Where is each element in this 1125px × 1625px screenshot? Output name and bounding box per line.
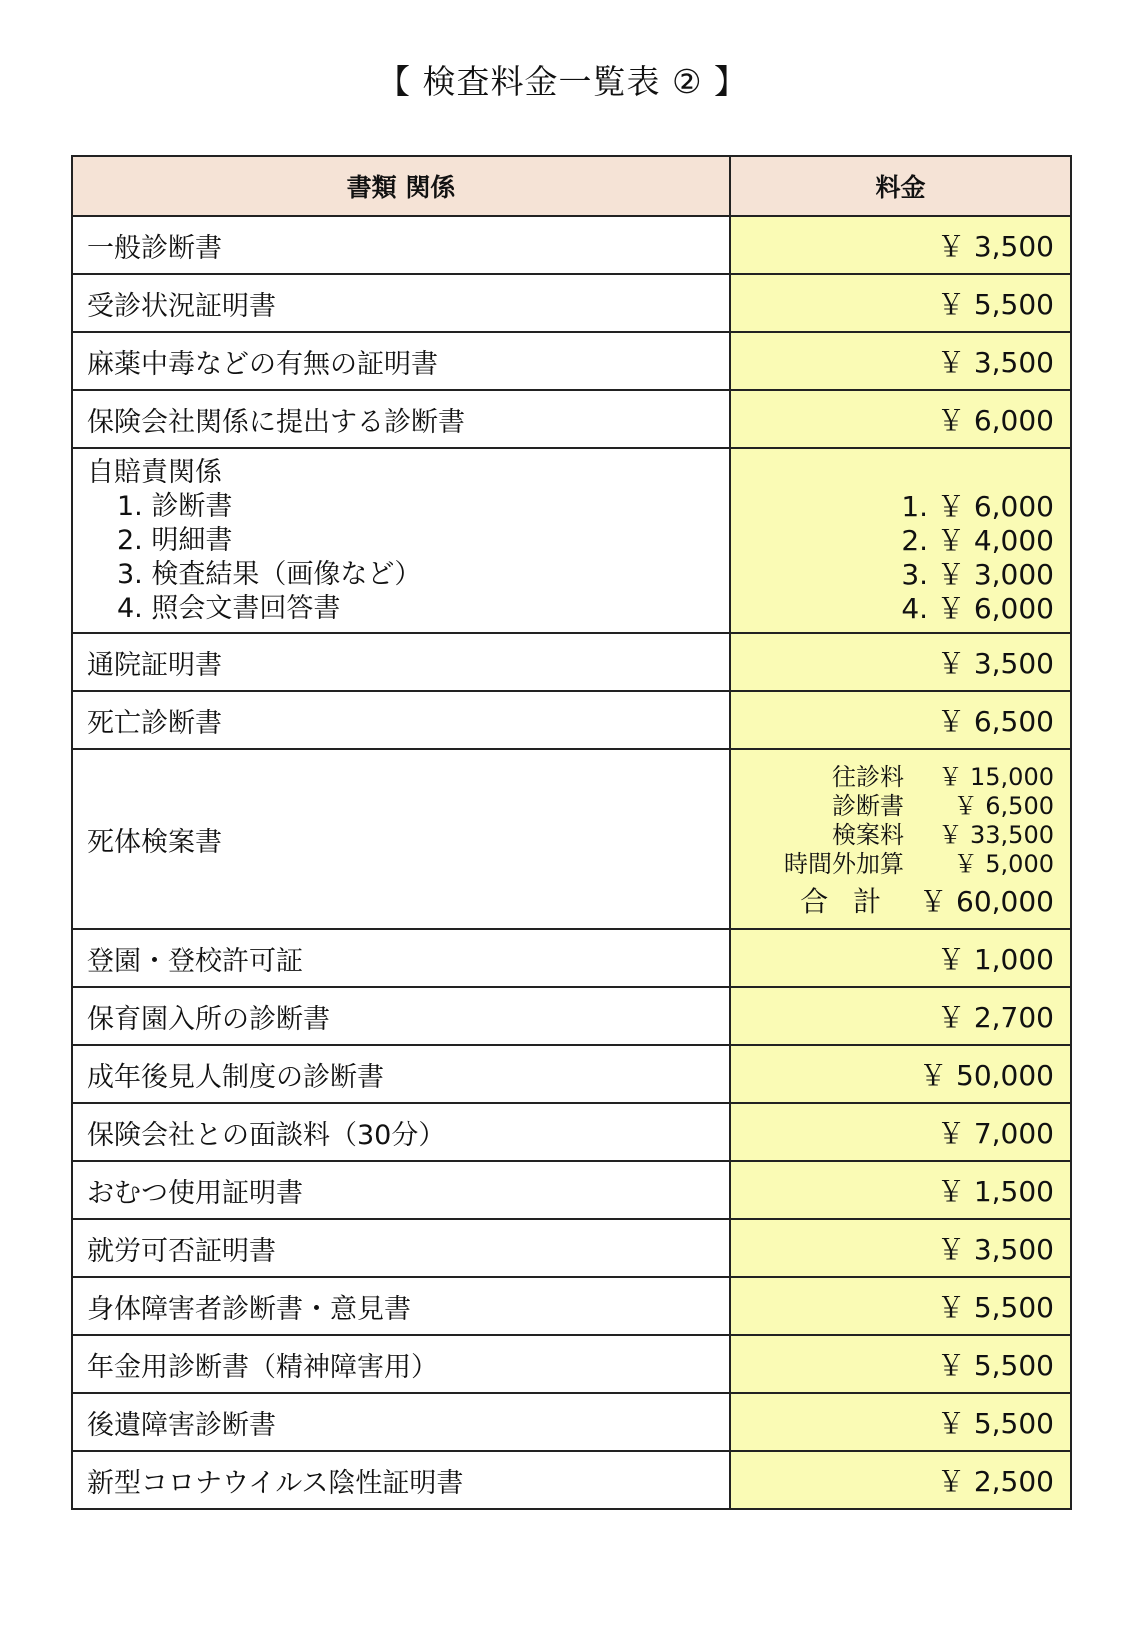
total-value: ￥ 60,000 <box>919 884 1054 918</box>
table-header-row <box>72 156 1071 216</box>
table-row <box>72 1277 1071 1335</box>
breakdown-total <box>731 884 1054 918</box>
breakdown-label: 診断書 <box>832 791 904 820</box>
jibaiseki-fee-item: 4. ￥ 6,000 <box>901 591 1054 625</box>
jibaiseki-heading: 自賠責関係 <box>87 456 222 488</box>
jibaiseki-sub-item: 2. 明細書 <box>117 524 233 556</box>
header-fee: 料金 <box>730 156 1071 216</box>
table-row-shitai <box>72 749 1071 929</box>
table-row <box>72 929 1071 987</box>
breakdown-list <box>731 763 1054 916</box>
fee-value: ￥ 3,500 <box>730 1219 1071 1277</box>
table-row <box>72 1103 1071 1161</box>
fee-value: ￥ 50,000 <box>730 1045 1071 1103</box>
document-name: 麻薬中毒などの有無の証明書 <box>72 332 730 390</box>
document-name: 受診状況証明書 <box>72 274 730 332</box>
table-row <box>72 1393 1071 1451</box>
fee-value: ￥ 7,000 <box>730 1103 1071 1161</box>
document-name: 身体障害者診断書・意見書 <box>72 1277 730 1335</box>
breakdown-line <box>731 792 1054 821</box>
fee-breakdown <box>730 749 1071 929</box>
fee-value: ￥ 5,500 <box>730 1277 1071 1335</box>
document-name: 死体検案書 <box>72 749 730 929</box>
table-row <box>72 332 1071 390</box>
breakdown-label: 検案料 <box>832 820 904 849</box>
fee-value: ￥ 3,500 <box>730 633 1071 691</box>
breakdown-value: ￥ 33,500 <box>938 820 1054 849</box>
document-name: 登園・登校許可証 <box>72 929 730 987</box>
fee-value: ￥ 5,500 <box>730 1393 1071 1451</box>
breakdown-label: 時間外加算 <box>784 849 904 878</box>
fee-value: ￥ 2,700 <box>730 987 1071 1045</box>
fee-value: ￥ 5,500 <box>730 1335 1071 1393</box>
fee-value: ￥ 1,500 <box>730 1161 1071 1219</box>
table-row <box>72 216 1071 274</box>
table-row <box>72 274 1071 332</box>
document-name: 死亡診断書 <box>72 691 730 749</box>
breakdown-label: 往診料 <box>832 762 904 791</box>
document-name: 年金用診断書（精神障害用） <box>72 1335 730 1393</box>
fee-value: ￥ 1,000 <box>730 929 1071 987</box>
breakdown-value: ￥ 6,500 <box>953 791 1054 820</box>
document-name: 後遺障害診断書 <box>72 1393 730 1451</box>
document-name: 新型コロナウイルス陰性証明書 <box>72 1451 730 1509</box>
document-name: 通院証明書 <box>72 633 730 691</box>
fee-value: ￥ 3,500 <box>730 332 1071 390</box>
document-name: 保育園入所の診断書 <box>72 987 730 1045</box>
fee-value: ￥ 2,500 <box>730 1451 1071 1509</box>
total-label: 合 計 <box>800 884 890 918</box>
document-name: 保険会社関係に提出する診断書 <box>72 390 730 448</box>
fee-value: ￥ 6,000 <box>730 390 1071 448</box>
fee-table <box>71 155 1072 1510</box>
document-name: 成年後見人制度の診断書 <box>72 1045 730 1103</box>
spacer <box>731 456 1054 490</box>
document-name: 一般診断書 <box>72 216 730 274</box>
jibaiseki-fee-item: 2. ￥ 4,000 <box>901 523 1054 557</box>
table-row <box>72 987 1071 1045</box>
breakdown-value: ￥ 5,000 <box>953 849 1054 878</box>
document-name-jibaiseki <box>72 448 730 633</box>
jibaiseki-sub-item: 3. 検査結果（画像など） <box>117 558 422 590</box>
header-document-type: 書類 関係 <box>72 156 730 216</box>
document-name: おむつ使用証明書 <box>72 1161 730 1219</box>
jibaiseki-sub-item: 4. 照会文書回答書 <box>117 592 341 624</box>
table-row <box>72 390 1071 448</box>
table-row <box>72 1161 1071 1219</box>
table-row <box>72 691 1071 749</box>
fee-value: ￥ 3,500 <box>730 216 1071 274</box>
fee-value-jibaiseki <box>730 448 1071 633</box>
page-title: 【 検査料金一覧表 ② 】 <box>376 62 749 101</box>
table-row <box>72 1219 1071 1277</box>
breakdown-line <box>731 821 1054 850</box>
jibaiseki-fee-item: 3. ￥ 3,000 <box>901 557 1054 591</box>
breakdown-line <box>731 763 1054 792</box>
table-row <box>72 1045 1071 1103</box>
document-name: 就労可否証明書 <box>72 1219 730 1277</box>
table-row <box>72 1451 1071 1509</box>
fee-value: ￥ 5,500 <box>730 274 1071 332</box>
fee-value: ￥ 6,500 <box>730 691 1071 749</box>
table-row-jibaiseki <box>72 448 1071 633</box>
breakdown-line <box>731 850 1054 879</box>
jibaiseki-sub-item: 1. 診断書 <box>117 490 233 522</box>
table-row <box>72 633 1071 691</box>
document-name: 保険会社との面談料（30分） <box>72 1103 730 1161</box>
table-row <box>72 1335 1071 1393</box>
jibaiseki-fee-item: 1. ￥ 6,000 <box>901 489 1054 523</box>
breakdown-value: ￥ 15,000 <box>938 762 1054 791</box>
